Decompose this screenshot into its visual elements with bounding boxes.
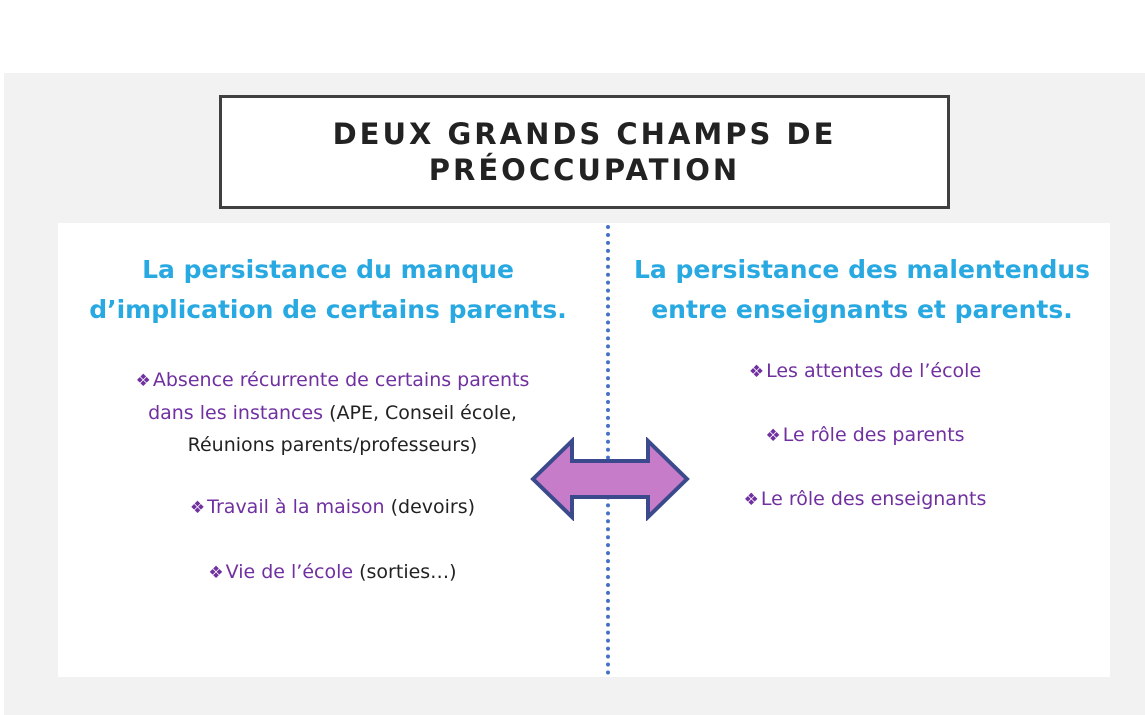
diamond-bullet-icon: ❖ [208, 563, 224, 583]
right-item-3-text: Le rôle des enseignants [760, 488, 987, 510]
right-item-2-text: Le rôle des parents [782, 424, 965, 446]
left-item-2-purple: Travail à la maison [207, 496, 385, 518]
right-heading-line-2: entre enseignants et parents. [651, 295, 1073, 324]
diamond-bullet-icon: ❖ [743, 490, 759, 510]
left-item-1-line-3: Réunions parents/professeurs) [187, 434, 478, 456]
diamond-bullet-icon: ❖ [135, 371, 151, 391]
double-arrow-icon [530, 437, 690, 521]
left-heading-line-1: La persistance du manque [142, 255, 514, 284]
right-item-1-text: Les attentes de l’école [766, 360, 982, 382]
left-item-1-line-2-purple: dans les instances [148, 402, 324, 424]
right-item-attentes [660, 355, 1070, 388]
title-box [219, 95, 950, 209]
slide-title-line-1: DEUX GRANDS CHAMPS DE [332, 117, 837, 151]
slide-title [285, 116, 885, 188]
left-item-1-line-2-dark: (APE, Conseil école, [323, 402, 517, 424]
left-item-3-purple: Vie de l’école [225, 561, 354, 583]
right-item-role-parents [660, 419, 1070, 452]
right-column-heading [612, 250, 1112, 330]
left-item-1-line-1: Absence récurrente de certains parents [152, 369, 530, 391]
diamond-bullet-icon: ❖ [765, 426, 781, 446]
slide-title-line-2: PRÉOCCUPATION [428, 153, 741, 187]
right-item-role-enseignants [660, 483, 1070, 516]
right-heading-line-1: La persistance des malentendus [633, 255, 1091, 284]
left-item-3-dark: (sorties…) [353, 561, 457, 583]
left-item-travail [80, 491, 585, 524]
left-item-vie [80, 556, 585, 589]
left-item-2-dark: (devoirs) [384, 496, 476, 518]
diamond-bullet-icon: ❖ [189, 498, 206, 518]
diamond-bullet-icon: ❖ [748, 362, 765, 382]
left-column-heading [68, 250, 588, 330]
left-heading-line-2: d’implication de certains parents. [89, 295, 567, 324]
left-item-absence [80, 364, 585, 461]
